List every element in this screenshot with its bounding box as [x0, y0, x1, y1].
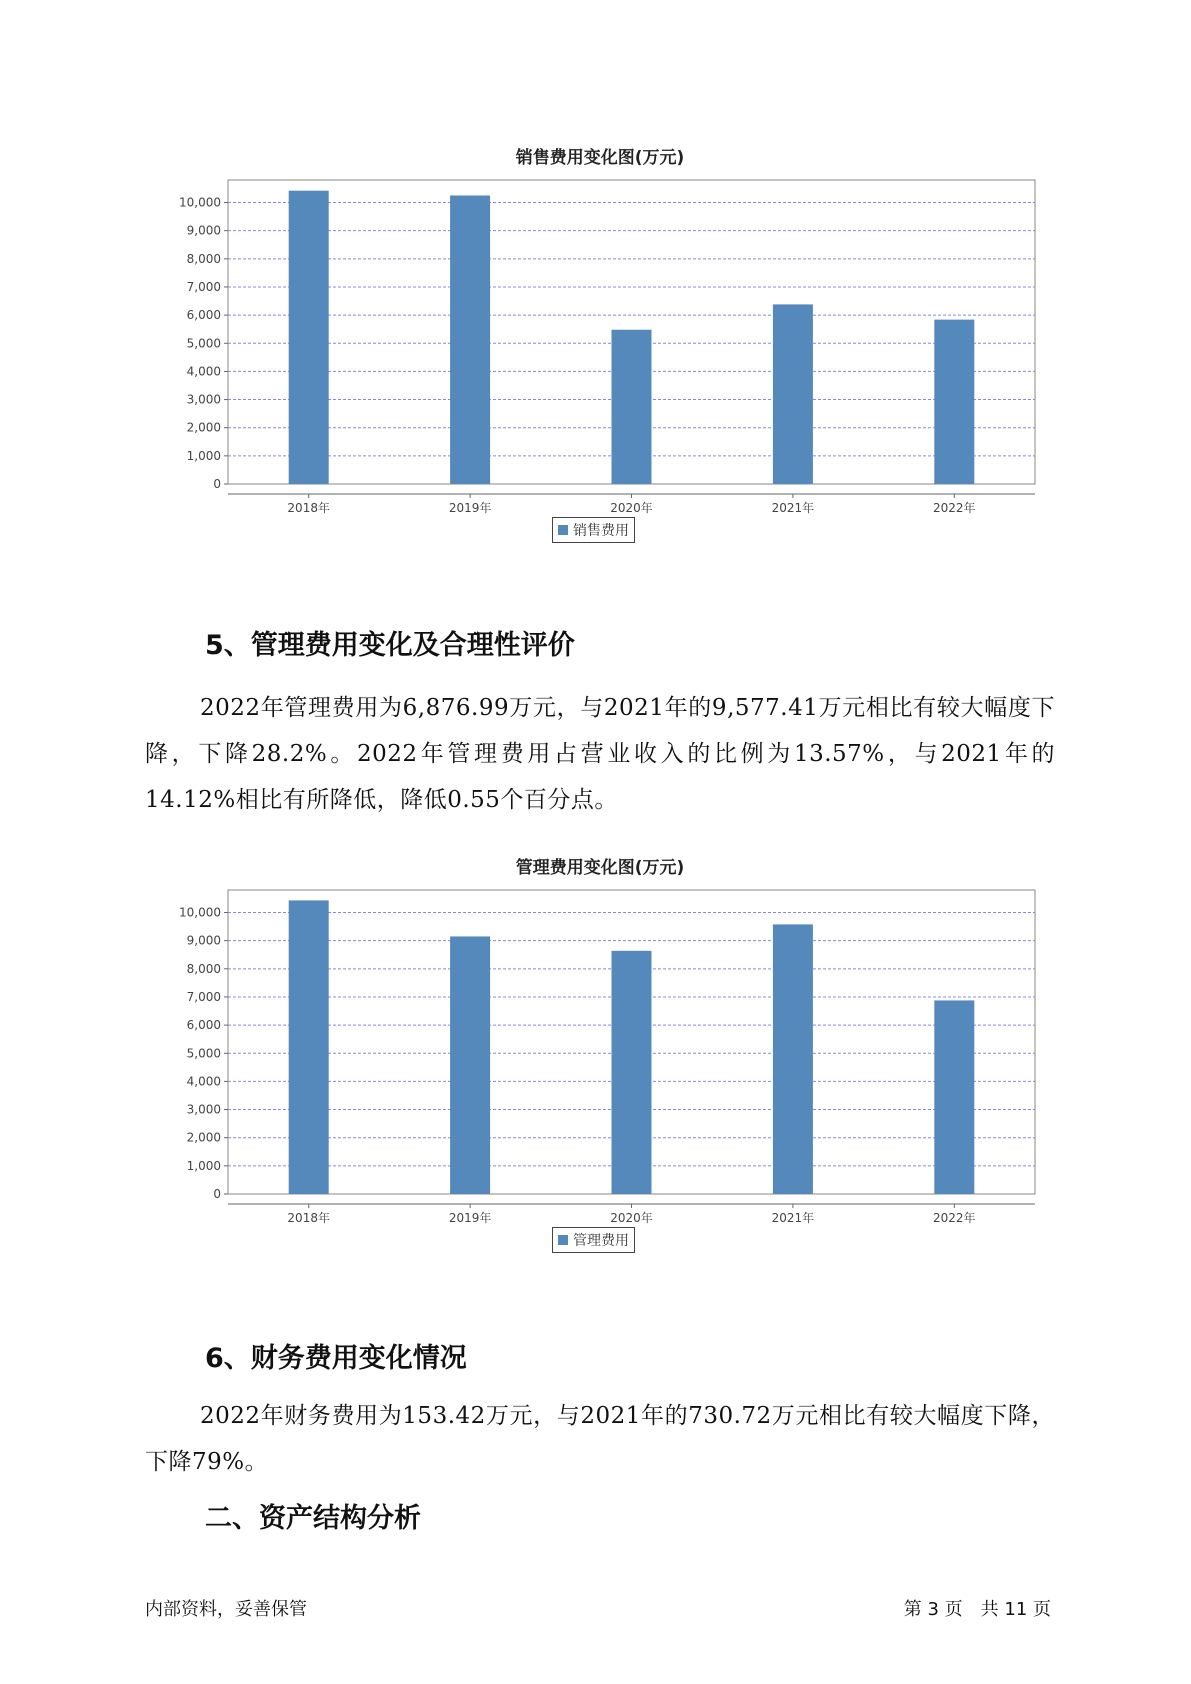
x-tick-label: 2019年: [448, 501, 492, 515]
y-tick-label: 7,000: [186, 279, 221, 294]
y-tick-label: 5,000: [186, 1046, 221, 1061]
x-tick-label: 2020年: [610, 1211, 653, 1225]
section-heading-6: 6、财务费用变化情况: [205, 1343, 467, 1374]
y-tick-label: 8,000: [186, 251, 221, 266]
sales-expense-chart: [150, 140, 1050, 550]
bar: [773, 924, 813, 1194]
y-tick-label: 1,000: [186, 1158, 221, 1173]
chart-legend: [552, 1227, 635, 1253]
x-tick-label: 2018年: [287, 1211, 330, 1225]
y-tick-label: 1,000: [186, 448, 221, 463]
x-tick-label: 2020年: [610, 501, 653, 515]
bar: [612, 330, 652, 484]
y-tick-label: 10,000: [179, 195, 221, 210]
y-tick-label: 4,000: [186, 364, 221, 379]
admin-expense-chart: [150, 850, 1050, 1260]
legend-label: 管理费用: [573, 1233, 629, 1249]
y-tick-label: 3,000: [186, 1102, 221, 1117]
x-tick-label: 2022年: [933, 501, 976, 515]
y-tick-label: 2,000: [186, 420, 221, 435]
y-tick-label: 8,000: [186, 961, 221, 976]
bar: [612, 951, 652, 1194]
x-tick-label: 2019年: [448, 1211, 492, 1225]
chart-title: 管理费用变化图(万元): [515, 858, 685, 878]
chart-title: 销售费用变化图(万元): [515, 148, 685, 168]
y-tick-label: 5,000: [186, 336, 221, 351]
section-heading-asset-structure: 二、资产结构分析: [205, 1503, 421, 1534]
paragraph-finance-expense: 2022年财务费用为153.42万元，与2021年的730.72万元相比有较大幅度下降，下降79%。: [145, 1403, 1055, 1475]
sales-expense-bar-chart: [150, 178, 1050, 528]
x-tick-label: 2021年: [771, 1211, 815, 1225]
bar: [450, 195, 490, 484]
admin-expense-bar-chart: [150, 888, 1050, 1238]
y-tick-label: 0: [213, 1187, 221, 1201]
y-tick-label: 3,000: [186, 392, 221, 407]
paragraph-admin-expense: 2022年管理费用为6,876.99万元，与2021年的9,577.41万元相比有较大幅度下降，下降28.2%。2022年管理费用占营业收入的比例为13.57%，与2021年的14.12%相比有所降低，降低0.55个百分点。: [145, 695, 1055, 813]
legend-label: 销售费用: [573, 523, 629, 539]
bar: [773, 304, 813, 484]
x-tick-label: 2021年: [771, 501, 815, 515]
y-tick-label: 9,000: [186, 223, 221, 238]
legend-swatch: [558, 1235, 568, 1245]
footer-confidential-note: 内部资料，妥善保管: [145, 1599, 307, 1620]
bar: [450, 936, 490, 1194]
section-heading-5: 5、管理费用变化及合理性评价: [205, 630, 575, 661]
bar: [289, 900, 329, 1194]
y-tick-label: 6,000: [186, 308, 221, 323]
y-tick-label: 9,000: [186, 933, 221, 948]
bar: [289, 191, 329, 484]
footer-page-number: 第 3 页 共 11 页: [903, 1599, 1051, 1620]
x-tick-label: 2022年: [933, 1211, 976, 1225]
legend-swatch: [558, 525, 568, 535]
y-tick-label: 4,000: [186, 1074, 221, 1089]
y-tick-label: 7,000: [186, 989, 221, 1004]
y-tick-label: 2,000: [186, 1130, 221, 1145]
bar: [934, 320, 974, 484]
x-tick-label: 2018年: [287, 501, 330, 515]
y-tick-label: 6,000: [186, 1018, 221, 1033]
y-tick-label: 0: [213, 477, 221, 491]
y-tick-label: 10,000: [179, 905, 221, 920]
bar: [934, 1000, 974, 1194]
chart-legend: [552, 517, 635, 543]
